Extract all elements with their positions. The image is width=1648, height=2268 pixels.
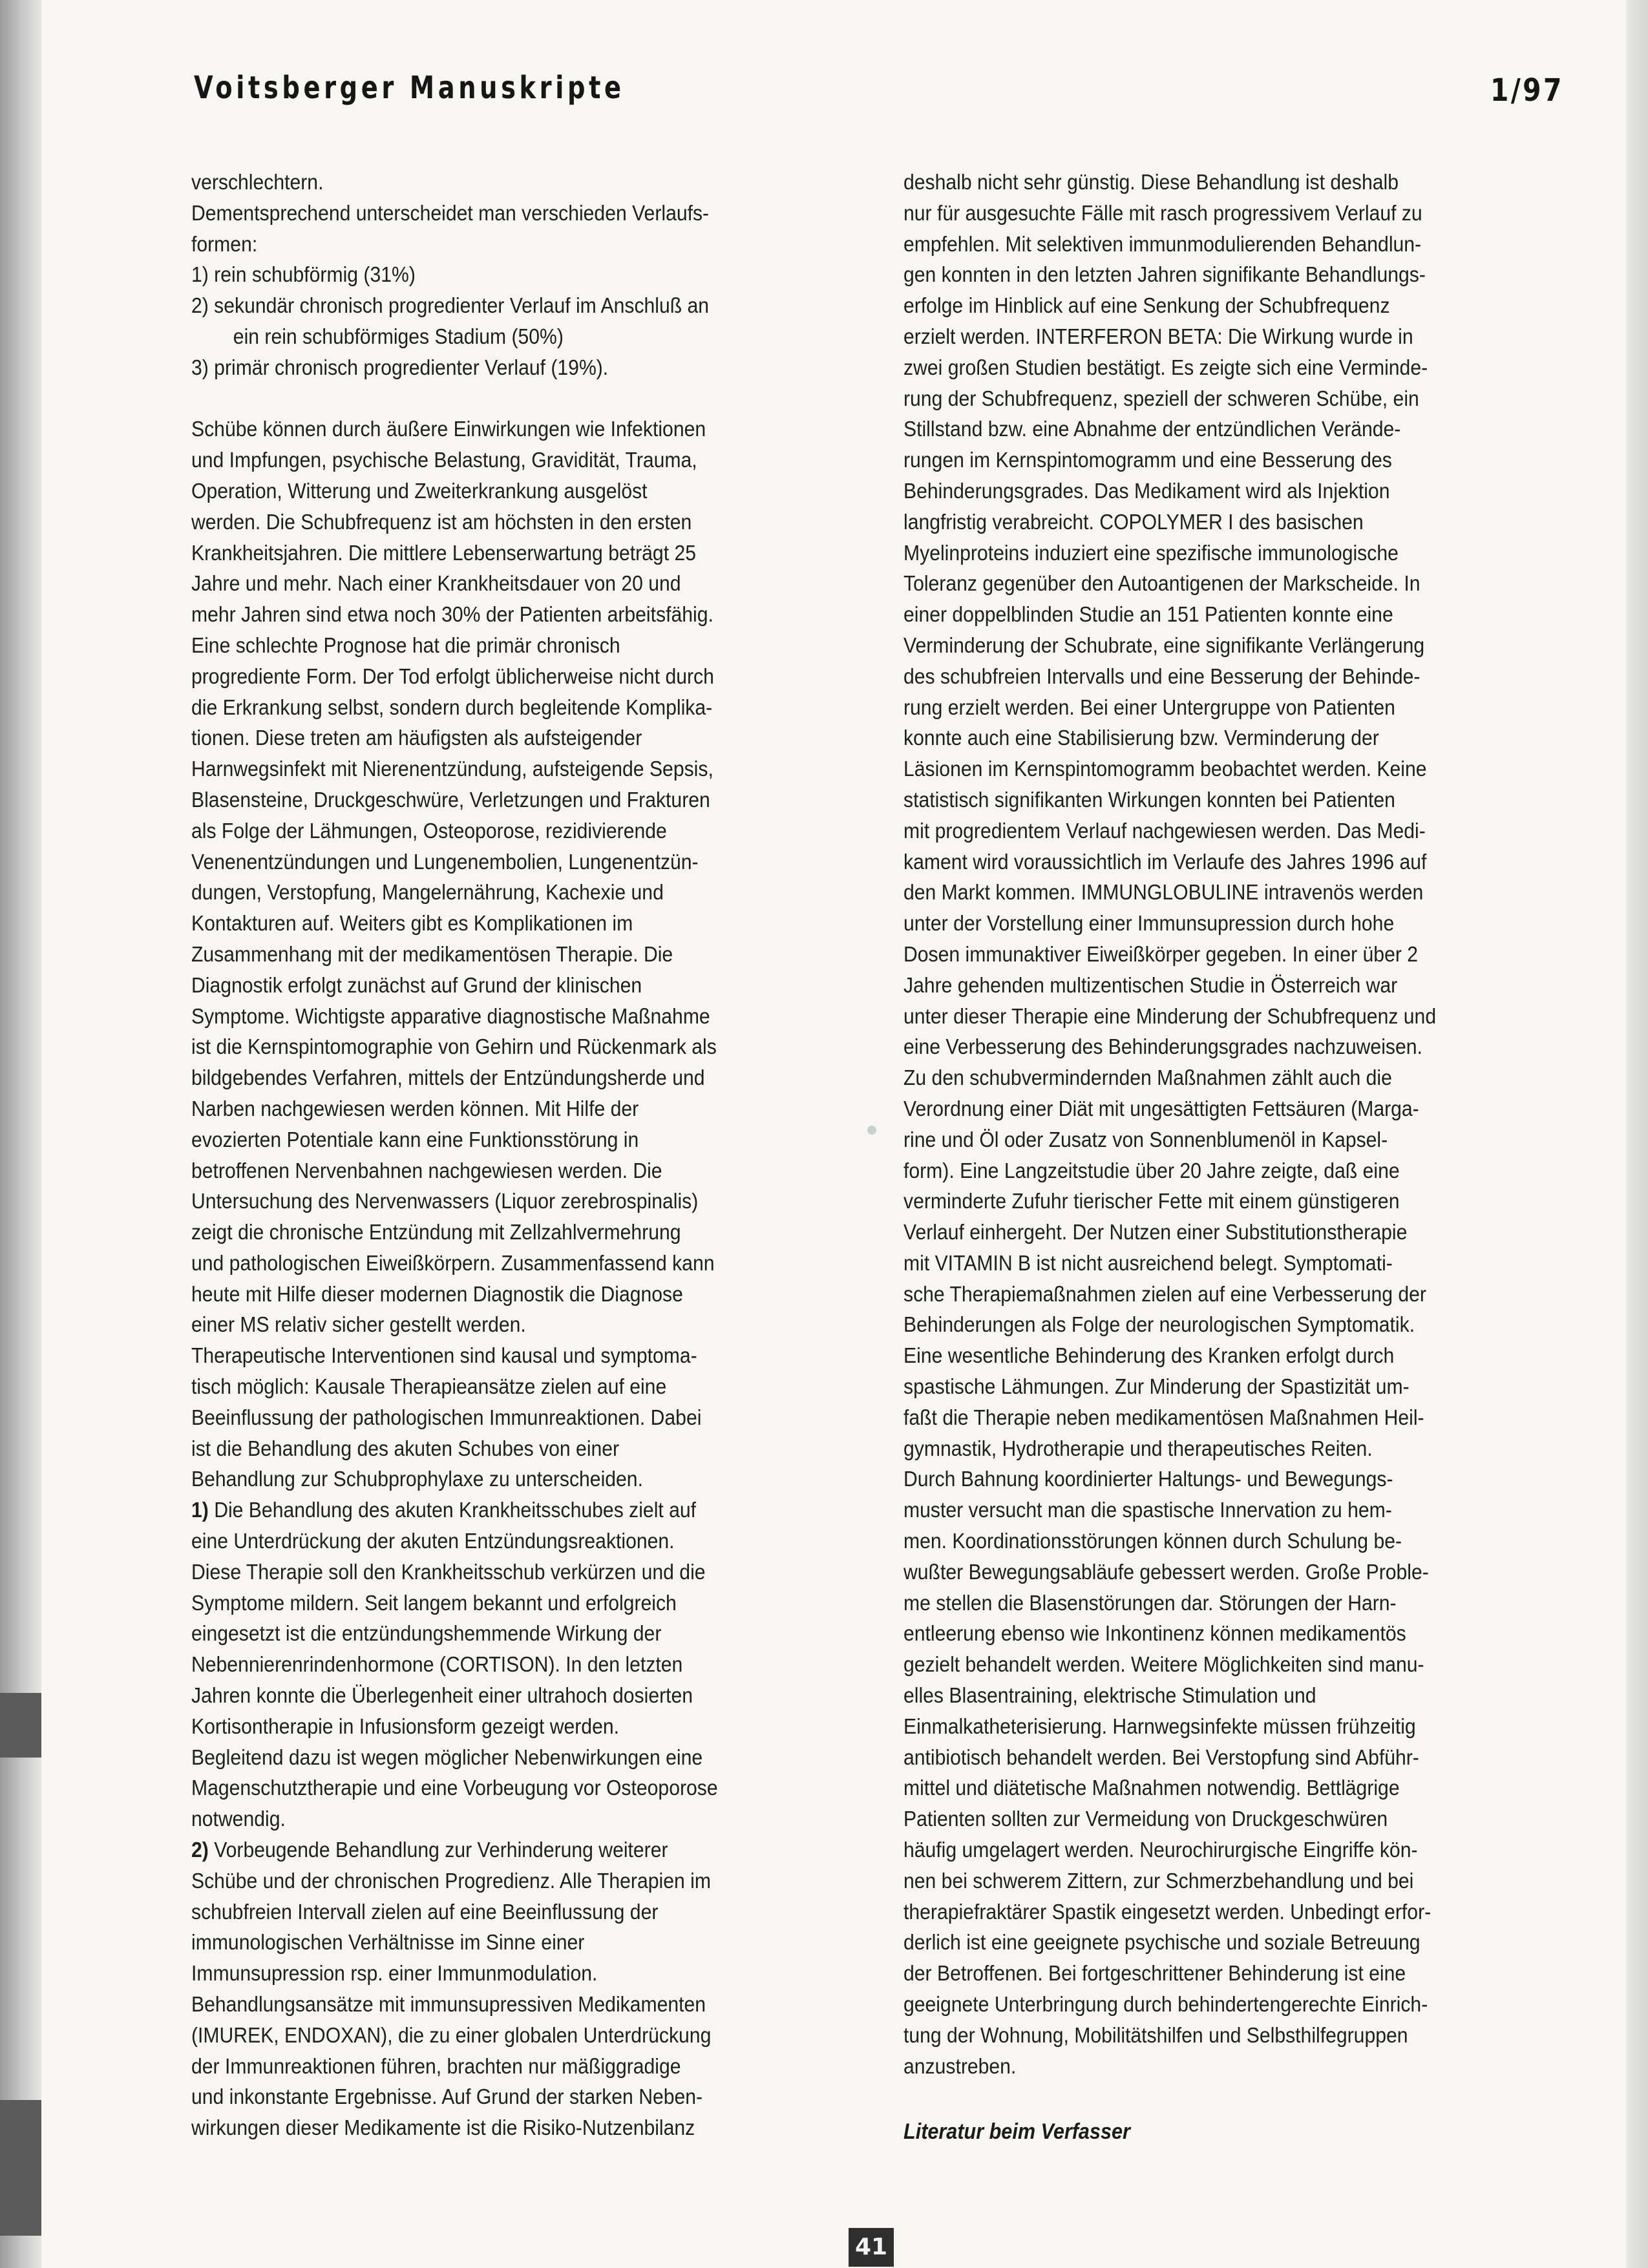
- line-text: gen konnten in den letzten Jahren signifikante Behandlungs-: [903, 263, 1426, 288]
- text-line: [903, 476, 1560, 507]
- text-line: [191, 322, 848, 353]
- right-text-column: [903, 167, 1560, 2082]
- left-text-column: [191, 167, 848, 2144]
- text-line: [191, 569, 848, 600]
- text-line: [903, 631, 1560, 662]
- line-text: heute mit Hilfe dieser modernen Diagnostik die Diagnose: [191, 1282, 683, 1307]
- text-line: [191, 1495, 848, 1526]
- text-line: [191, 600, 848, 631]
- line-text: Jahre und mehr. Nach einer Krankheitsdauer von 20 und: [191, 572, 681, 596]
- line-text: Verlauf einhergeht. Der Nutzen einer Substitutionstherapie: [903, 1221, 1408, 1245]
- scan-binding-mark: [0, 2100, 41, 2236]
- text-line: [191, 1990, 848, 2021]
- text-line: [191, 1557, 848, 1588]
- line-text: Stillstand bzw. eine Abnahme der entzündlichen Verände-: [903, 417, 1401, 442]
- line-text: progrediente Form. Der Tod erfolgt üblicherweise nicht durch: [191, 664, 714, 689]
- text-line: [191, 1866, 848, 1897]
- line-text: wußter Bewegungsabläufe gebessert werden. Große Proble-: [903, 1560, 1429, 1584]
- text-line: [191, 1217, 848, 1248]
- line-text: konnte auch eine Stabilisierung bzw. Verminderung der: [903, 726, 1379, 751]
- text-line: [903, 1958, 1560, 1990]
- text-line: [191, 1712, 848, 1743]
- line-text: Diagnostik erfolgt zunächst auf Grund der klinischen: [191, 973, 642, 998]
- text-line: [903, 1588, 1560, 1619]
- line-text: Dosen immunaktiver Eiweißkörper gegeben. In einer über 2: [903, 942, 1419, 967]
- text-line: [191, 291, 848, 322]
- scan-right-edge: [1626, 0, 1648, 2268]
- line-text: Therapeutische Interventionen sind kausal und symptoma-: [191, 1344, 697, 1369]
- text-line: [903, 569, 1560, 600]
- line-text: bildgebendes Verfahren, mittels der Entzündungsherde und: [191, 1066, 705, 1091]
- text-line: [191, 1372, 848, 1403]
- issue-number: 1/97: [1490, 72, 1564, 109]
- line-text: Zu den schubvermindernden Maßnahmen zählt auch die: [903, 1066, 1392, 1091]
- text-line: [191, 2021, 848, 2052]
- text-line: [191, 785, 848, 816]
- line-text: häufig umgelagert werden. Neurochirurgische Eingriffe kön-: [903, 1838, 1418, 1863]
- line-text: kament wird voraussichtlich im Verlaufe des Jahres 1996 auf: [903, 850, 1427, 874]
- line-text: Krankheitsjahren. Die mittlere Lebenserwartung beträgt 25: [191, 541, 696, 565]
- text-line: [903, 908, 1560, 940]
- line-text: nen bei schwerem Zittern, zur Schmerzbehandlung und bei: [903, 1869, 1414, 1893]
- line-text: anzustreben.: [903, 2054, 1017, 2079]
- line-text: eine Unterdrückung der akuten Entzündungsreaktionen.: [191, 1529, 675, 1554]
- text-line: [191, 847, 848, 878]
- line-text: Dementsprechend unterscheidet man verschieden Verlaufs-: [191, 201, 710, 226]
- line-text: Blasensteine, Druckgeschwüre, Verletzungen und Frakturen: [191, 788, 710, 812]
- line-text: verschlechtern.: [191, 171, 324, 194]
- line-text: Untersuchung des Nervenwassers (Liquor zerebrospinalis): [191, 1190, 699, 1214]
- line-text: tisch möglich: Kausale Therapieansätze zielen auf eine: [191, 1375, 667, 1400]
- line-text: elles Blasentraining, elektrische Stimulation und: [903, 1684, 1316, 1708]
- text-line: [191, 1588, 848, 1619]
- text-line: [903, 291, 1560, 322]
- line-text: einer MS relativ sicher gestellt werden.: [191, 1313, 526, 1338]
- text-line: [903, 260, 1560, 291]
- text-line: [903, 1434, 1560, 1465]
- line-text: men. Koordinationsstörungen können durch Schulung be-: [903, 1529, 1402, 1554]
- line-text: derlich ist eine geeignete psychische und soziale Betreuung: [903, 1931, 1421, 1955]
- text-line: [903, 940, 1560, 971]
- text-line: [191, 1186, 848, 1217]
- line-text: Behinderungsgrades. Das Medikament wird als Injektion: [903, 479, 1390, 503]
- text-line: [903, 1464, 1560, 1495]
- list-number: 2): [191, 1838, 209, 1863]
- text-line: [191, 198, 848, 229]
- text-line: [903, 2052, 1560, 2083]
- line-text: immunologischen Verhältnisse im Sinne einer: [191, 1931, 585, 1955]
- line-text: Nebennierenrindenhormone (CORTISON). In den letzten: [191, 1653, 683, 1677]
- text-line: [903, 414, 1560, 445]
- line-text: erfolge im Hinblick auf eine Senkung der Schubfrequenz: [903, 294, 1390, 319]
- text-line: [903, 1341, 1560, 1372]
- line-text: erzielt werden. INTERFERON BETA: Die Wirkung wurde in: [903, 324, 1413, 349]
- text-line: [903, 322, 1560, 353]
- line-text: form). Eine Langzeitstudie über 20 Jahre zeigte, daß eine: [903, 1159, 1400, 1183]
- line-text: eine Verbesserung des Behinderungsgrades nachzuweisen.: [903, 1035, 1422, 1060]
- text-line: [191, 229, 848, 260]
- text-line: [903, 445, 1560, 476]
- line-text: unter dieser Therapie eine Minderung der Schubfrequenz und: [903, 1004, 1437, 1029]
- text-line: [903, 1372, 1560, 1403]
- line-text: Symptome mildern. Seit langem bekannt und erfolgreich: [191, 1591, 677, 1615]
- line-text: Vorbeugende Behandlung zur Verhinderung weiterer: [208, 1838, 668, 1863]
- line-text: Schübe können durch äußere Einwirkungen wie Infektionen: [191, 417, 706, 442]
- text-line: [191, 445, 848, 476]
- line-text: Immunsupression rsp. einer Immunmodulation.: [191, 1962, 598, 1986]
- line-text: Verordnung einer Diät mit ungesättigten Fettsäuren (Marga-: [903, 1097, 1419, 1121]
- line-text: Läsionen im Kernspintomogramm beobachtet werden. Keine: [903, 757, 1427, 782]
- text-line: [191, 1310, 848, 1341]
- text-line: [903, 1927, 1560, 1958]
- line-text: Jahre gehenden multizentischen Studie in Österreich war: [903, 973, 1398, 998]
- scan-left-edge: [0, 0, 41, 2268]
- line-text: Schübe und der chronischen Progredienz. Alle Therapien im: [191, 1869, 711, 1893]
- line-text: als Folge der Lähmungen, Osteoporose, rezidivierende: [191, 819, 667, 843]
- text-line: [191, 1835, 848, 1866]
- line-text: Durch Bahnung koordinierter Haltungs- und Bewegungs-: [903, 1467, 1393, 1492]
- line-text: des schubfreien Intervalls und eine Besserung der Behinde-: [903, 664, 1421, 689]
- text-line: [903, 167, 1560, 198]
- line-text: Venenentzündungen und Lungenembolien, Lungenentzün-: [191, 850, 699, 874]
- text-line: [191, 2082, 848, 2113]
- text-line: [903, 785, 1560, 816]
- line-text: empfehlen. Mit selektiven immunmodulierenden Behandlun-: [903, 232, 1422, 257]
- line-text: Beeinflussung der pathologischen Immunreaktionen. Dabei: [191, 1405, 702, 1430]
- text-line: [903, 1866, 1560, 1897]
- text-line: [903, 229, 1560, 260]
- line-text: muster versucht man die spastische Innervation zu hem-: [903, 1498, 1392, 1523]
- text-line: [191, 476, 848, 507]
- text-line: [903, 662, 1560, 693]
- line-text: 3) primär chronisch progredienter Verlauf (19%).: [191, 355, 609, 380]
- text-line: [191, 723, 848, 754]
- line-text: wirkungen dieser Medikamente ist die Risiko-Nutzenbilanz: [191, 2116, 695, 2141]
- text-line: [903, 1526, 1560, 1557]
- text-line: [903, 353, 1560, 384]
- text-line: [903, 1403, 1560, 1434]
- text-line: [191, 754, 848, 785]
- text-line: [903, 877, 1560, 908]
- text-line: [903, 723, 1560, 754]
- line-text: verminderte Zufuhr tierischer Fette mit einem günstigeren: [903, 1190, 1400, 1214]
- text-line: [903, 1094, 1560, 1125]
- text-line: [903, 847, 1560, 878]
- text-line: [191, 353, 848, 384]
- line-text: gymnastik, Hydrotherapie und therapeutisches Reiten.: [903, 1436, 1373, 1461]
- line-text: Toleranz gegenüber den Autoantigenen der Markscheide. In: [903, 572, 1421, 596]
- text-line: [903, 1557, 1560, 1588]
- line-text: 1) rein schubförmig (31%): [191, 263, 416, 288]
- scan-binding-mark: [0, 1693, 41, 1758]
- text-line: [191, 693, 848, 724]
- line-text: der Betroffenen. Bei fortgeschrittener Behinderung ist eine: [903, 1962, 1406, 1986]
- line-text: Operation, Witterung und Zweiterkrankung ausgelöst: [191, 479, 648, 503]
- text-line: [903, 1002, 1560, 1033]
- text-line: [191, 1125, 848, 1156]
- text-line: [903, 1619, 1560, 1650]
- line-text: Harnwegsinfekt mit Nierenentzündung, aufsteigende Sepsis,: [191, 757, 713, 782]
- text-line: [903, 693, 1560, 724]
- line-text: unter der Vorstellung einer Immunsupression durch hohe: [903, 912, 1395, 936]
- text-line: [903, 1681, 1560, 1712]
- line-text: Begleitend dazu ist wegen möglicher Nebenwirkungen eine: [191, 1745, 703, 1770]
- line-text: faßt die Therapie neben medikamentösen Maßnahmen Heil-: [903, 1405, 1424, 1430]
- text-line: [903, 1310, 1560, 1341]
- text-line: [903, 1248, 1560, 1279]
- text-line: [903, 600, 1560, 631]
- text-line: [903, 198, 1560, 229]
- text-line: [191, 971, 848, 1002]
- line-text: ist die Kernspintomographie von Gehirn und Rückenmark als: [191, 1035, 717, 1060]
- line-text: einer doppelblinden Studie an 151 Patienten konnte eine: [903, 603, 1393, 627]
- text-line: [191, 940, 848, 971]
- line-text: Diese Therapie soll den Krankheitsschub verkürzen und die: [191, 1560, 706, 1584]
- line-text: Behandlungsansätze mit immunsupressiven Medikamenten: [191, 1993, 706, 2017]
- line-text: Behinderungen als Folge der neurologischen Symptomatik.: [903, 1313, 1415, 1338]
- text-line: [191, 1248, 848, 1279]
- line-text: zeigt die chronische Entzündung mit Zellzahlvermehrung: [191, 1221, 681, 1245]
- text-line: [191, 1650, 848, 1681]
- line-text: formen:: [191, 232, 258, 257]
- text-line: [903, 1279, 1560, 1310]
- page-number: 41: [849, 2228, 894, 2267]
- text-line: [903, 1743, 1560, 1774]
- text-line: [191, 1619, 848, 1650]
- text-line: [191, 908, 848, 940]
- text-line: [903, 1897, 1560, 1928]
- line-text: nur für ausgesuchte Fälle mit rasch progressivem Verlauf zu: [903, 201, 1422, 226]
- text-line: [903, 2021, 1560, 2052]
- line-text: den Markt kommen. IMMUNGLOBULINE intravenös werden: [903, 881, 1424, 905]
- line-text: geeignete Unterbringung durch behindertengerechte Einrich-: [903, 1993, 1428, 2017]
- journal-title: Voitsberger Manuskripte: [194, 70, 625, 106]
- line-text: Behandlung zur Schubprophylaxe zu unterscheiden.: [191, 1467, 643, 1492]
- line-text: und pathologischen Eiweißkörpern. Zusammenfassend kann: [191, 1251, 715, 1276]
- text-line: [903, 816, 1560, 847]
- line-text: statistisch signifikanten Wirkungen konnten bei Patienten: [903, 788, 1395, 812]
- line-text: deshalb nicht sehr günstig. Diese Behandlung ist deshalb: [903, 171, 1399, 194]
- text-line: [191, 816, 848, 847]
- line-text: betroffenen Nervenbahnen nachgewiesen werden. Die: [191, 1159, 662, 1183]
- line-text: Einmalkatheterisierung. Harnwegsinfekte müssen frühzeitig: [903, 1714, 1416, 1739]
- line-text: mit VITAMIN B ist nicht ausreichend belegt. Symptomati-: [903, 1251, 1393, 1276]
- line-text: der Immunreaktionen führen, brachten nur mäßiggradige: [191, 2054, 681, 2079]
- text-line: [903, 1495, 1560, 1526]
- line-text: 2) sekundär chronisch progredienter Verlauf im Anschluß an: [191, 294, 710, 319]
- line-text: sche Therapiemaßnahmen zielen auf eine Verbesserung der: [903, 1282, 1426, 1307]
- line-text: ein rein schubförmiges Stadium (50%): [233, 324, 564, 349]
- line-text: dungen, Verstopfung, Mangelernährung, Kachexie und: [191, 881, 664, 905]
- line-text: therapiefraktärer Spastik eingesetzt werden. Unbedingt erfor-: [903, 1900, 1431, 1924]
- line-text: schubfreien Intervall zielen auf eine Beeinflussung der: [191, 1900, 659, 1924]
- line-text: notwendig.: [191, 1807, 286, 1832]
- text-line: [903, 971, 1560, 1002]
- line-text: Patienten sollten zur Vermeidung von Druckgeschwüren: [903, 1807, 1388, 1832]
- text-line: [191, 1526, 848, 1557]
- text-line: [903, 1650, 1560, 1681]
- paragraph-gap: [191, 384, 848, 415]
- line-text: Myelinproteins induziert eine spezifische immunologische: [903, 541, 1399, 565]
- text-line: [191, 1156, 848, 1187]
- line-text: und Impfungen, psychische Belastung, Gravidität, Trauma,: [191, 448, 697, 473]
- text-line: [191, 1279, 848, 1310]
- text-line: [191, 1341, 848, 1372]
- text-line: [191, 1434, 848, 1465]
- text-line: [191, 1927, 848, 1958]
- line-text: tung der Wohnung, Mobilitätshilfen und Selbsthilfegruppen: [903, 2023, 1408, 2048]
- line-text: Die Behandlung des akuten Krankheitsschubes zielt auf: [208, 1498, 697, 1523]
- text-line: [903, 1712, 1560, 1743]
- line-text: rung erzielt werden. Bei einer Untergruppe von Patienten: [903, 695, 1395, 720]
- text-line: [191, 1804, 848, 1835]
- text-line: [191, 1002, 848, 1033]
- text-line: [191, 414, 848, 445]
- text-line: [903, 1804, 1560, 1835]
- text-line: [191, 538, 848, 569]
- text-line: [191, 1897, 848, 1928]
- line-text: Eine schlechte Prognose hat die primär chronisch: [191, 633, 620, 658]
- line-text: antibiotisch behandelt werden. Bei Verstopfung sind Abführ-: [903, 1745, 1419, 1770]
- line-text: evozierten Potentiale kann eine Funktionsstörung in: [191, 1128, 639, 1152]
- line-text: Narben nachgewiesen werden können. Mit Hilfe der: [191, 1097, 639, 1121]
- line-text: langfristig verabreicht. COPOLYMER I des basischen: [903, 510, 1364, 534]
- text-line: [191, 1681, 848, 1712]
- line-text: ist die Behandlung des akuten Schubes von einer: [191, 1436, 620, 1461]
- line-text: gezielt behandelt werden. Weitere Möglichkeiten sind manu-: [903, 1653, 1424, 1677]
- line-text: rungen im Kernspintomogramm und eine Besserung des: [903, 448, 1392, 473]
- line-text: die Erkrankung selbst, sondern durch begleitende Komplika-: [191, 695, 713, 720]
- line-text: me stellen die Blasenstörungen dar. Störungen der Harn-: [903, 1591, 1397, 1615]
- text-line: [903, 1835, 1560, 1866]
- text-line: [191, 662, 848, 693]
- line-text: tionen. Diese treten am häufigsten als aufsteigender: [191, 726, 642, 751]
- text-line: [191, 1094, 848, 1125]
- line-text: (IMUREK, ENDOXAN), die zu einer globalen Unterdrückung: [191, 2023, 712, 2048]
- text-line: [191, 1464, 848, 1495]
- line-text: rung der Schubfrequenz, speziell der schweren Schübe, ein: [903, 386, 1419, 411]
- line-text: eingesetzt ist die entzündungshemmende Wirkung der: [191, 1622, 662, 1646]
- line-text: Symptome. Wichtigste apparative diagnostische Maßnahme: [191, 1004, 710, 1029]
- line-text: mittel und diätetische Maßnahmen notwendig. Bettlägrige: [903, 1776, 1400, 1801]
- line-text: spastische Lähmungen. Zur Minderung der Spastizität um-: [903, 1375, 1410, 1400]
- line-text: werden. Die Schubfrequenz ist am höchsten in den ersten: [191, 510, 692, 534]
- text-line: [903, 1217, 1560, 1248]
- text-line: [191, 877, 848, 908]
- text-line: [903, 1063, 1560, 1094]
- text-line: [903, 507, 1560, 538]
- text-line: [191, 260, 848, 291]
- list-number: 1): [191, 1498, 209, 1523]
- text-line: [903, 1032, 1560, 1063]
- text-line: [191, 1958, 848, 1990]
- line-text: Eine wesentliche Behinderung des Kranken erfolgt durch: [903, 1344, 1395, 1369]
- text-line: [903, 1156, 1560, 1187]
- text-line: [903, 754, 1560, 785]
- line-text: Jahren konnte die Überlegenheit einer ultrahoch dosierten: [191, 1684, 693, 1708]
- line-text: Kortisontherapie in Infusionsform gezeigt werden.: [191, 1714, 619, 1739]
- line-text: mit progredientem Verlauf nachgewiesen werden. Das Medi-: [903, 819, 1426, 843]
- line-text: entleerung ebenso wie Inkontinenz können medikamentös: [903, 1622, 1406, 1646]
- text-line: [191, 1773, 848, 1804]
- line-text: zwei großen Studien bestätigt. Es zeigte sich eine Verminde-: [903, 355, 1428, 380]
- text-line: [191, 1032, 848, 1063]
- text-line: [903, 1773, 1560, 1804]
- line-text: Verminderung der Schubrate, eine signifikante Verlängerung: [903, 633, 1425, 658]
- text-line: [191, 631, 848, 662]
- literature-note: Literatur beim Verfasser: [903, 2119, 1130, 2144]
- line-text: Zusammenhang mit der medikamentösen Therapie. Die: [191, 942, 673, 967]
- text-line: [903, 384, 1560, 415]
- text-line: [191, 2113, 848, 2144]
- line-text: und inkonstante Ergebnisse. Auf Grund der starken Neben-: [191, 2085, 703, 2110]
- line-text: rine und Öl oder Zusatz von Sonnenblumenöl in Kapsel-: [903, 1128, 1388, 1152]
- text-line: [903, 538, 1560, 569]
- text-line: [191, 1403, 848, 1434]
- text-line: [191, 1743, 848, 1774]
- text-line: [903, 1186, 1560, 1217]
- line-text: mehr Jahren sind etwa noch 30% der Patienten arbeitsfähig.: [191, 603, 713, 627]
- line-text: Kontakturen auf. Weiters gibt es Komplikationen im: [191, 912, 633, 936]
- text-line: [903, 1125, 1560, 1156]
- text-line: [191, 507, 848, 538]
- line-text: Magenschutztherapie und eine Vorbeugung vor Osteoporose: [191, 1776, 718, 1801]
- text-line: [903, 1990, 1560, 2021]
- text-line: [191, 1063, 848, 1094]
- text-line: [191, 167, 848, 198]
- text-line: [191, 2052, 848, 2083]
- scan-speck: [867, 1126, 876, 1135]
